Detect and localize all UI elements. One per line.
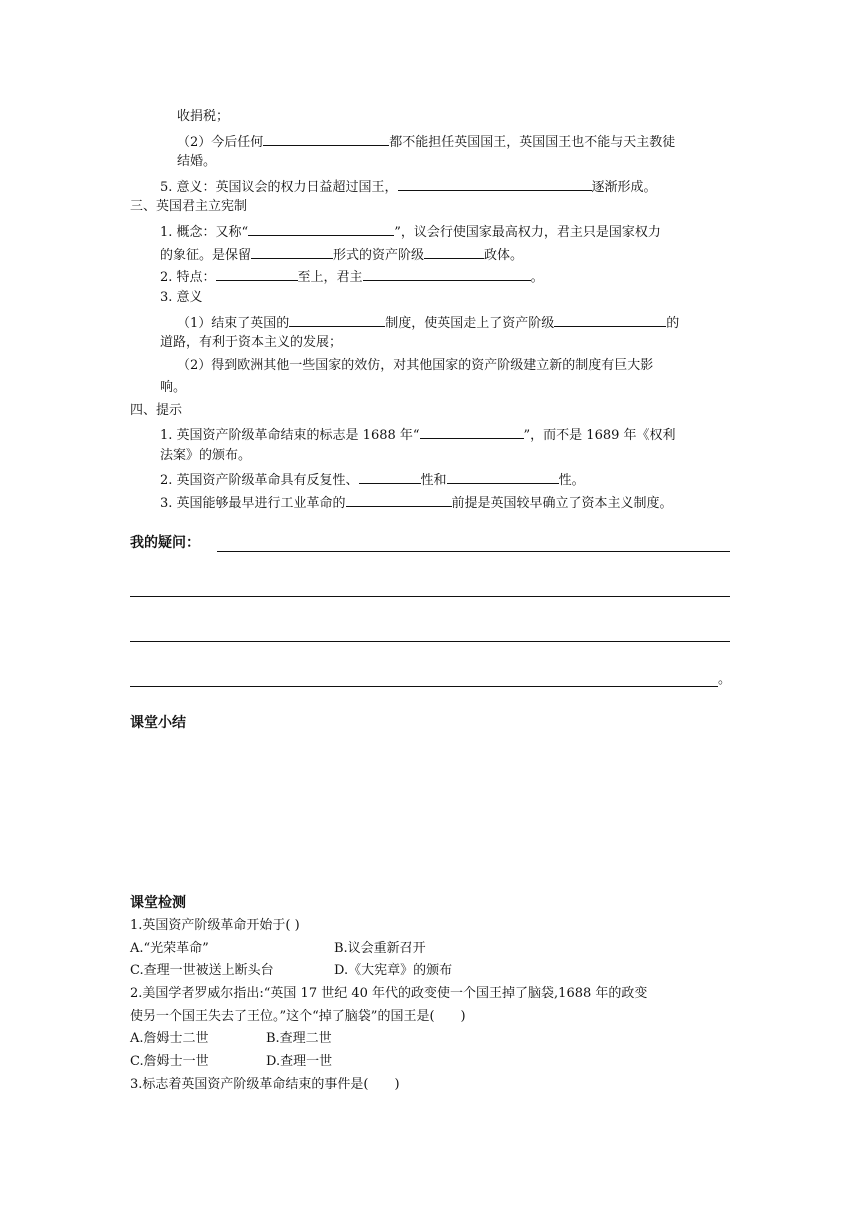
text: 制度，使英国走上了资产阶级 <box>385 316 555 331</box>
answer-line[interactable] <box>130 686 718 687</box>
text-line <box>160 469 585 490</box>
text: A.詹姆士二世 <box>130 1031 209 1046</box>
text: D.《大宪章》的颁布 <box>334 963 453 978</box>
fill-blank[interactable] <box>424 244 484 259</box>
text: 政体。 <box>484 248 524 263</box>
text: 2. 英国资产阶级革命具有反复性、 <box>160 473 359 488</box>
text-line <box>177 357 653 375</box>
text: 三、英国君主立宪制 <box>130 199 248 214</box>
text: 逐渐形成。 <box>591 180 657 195</box>
text: ”，议会行使国家最高权力，君主只是国家权力 <box>394 225 661 240</box>
text: 。 <box>718 672 732 687</box>
text: 都不能担任英国国王，英国国王也不能与天主教徒 <box>389 135 676 150</box>
text-line <box>160 424 676 445</box>
text: 2.美国学者罗威尔指出:“英国 17 世纪 40 年代的政变使一个国王掉了脑袋,1688 年的政变 <box>130 986 648 1001</box>
fill-blank[interactable] <box>398 176 592 191</box>
answer-line[interactable] <box>130 641 730 642</box>
text: 3. 意义 <box>160 290 203 305</box>
text: A.“光荣革命” <box>130 941 209 956</box>
option-q1-d[interactable] <box>334 962 452 980</box>
text: 课堂小结 <box>130 715 186 731</box>
text: 的 <box>666 316 680 331</box>
text: 3. 英国能够最早进行工业革命的 <box>160 496 346 511</box>
fill-blank[interactable] <box>554 312 666 327</box>
fill-blank[interactable] <box>346 492 452 507</box>
text: B.议会重新召开 <box>334 941 426 956</box>
text: 至上，君主 <box>297 270 363 285</box>
option-q1-c[interactable] <box>130 962 274 980</box>
text: 性。 <box>558 473 585 488</box>
text-line <box>177 153 216 171</box>
text: 收捐税； <box>177 109 230 124</box>
text: 性和 <box>420 473 447 488</box>
text: ”，而不是 1689 年《权利 <box>523 428 676 443</box>
fill-blank[interactable] <box>248 221 394 236</box>
questions-label <box>130 534 200 552</box>
text: 1. 概念：又称“ <box>160 225 249 240</box>
text: 响。 <box>160 380 187 395</box>
text: （1）结束了英国的 <box>177 316 290 331</box>
text: C.查理一世被送上断头台 <box>130 963 274 978</box>
text: 1.英国资产阶级革命开始于( ) <box>130 918 300 933</box>
fill-blank[interactable] <box>251 244 333 259</box>
text-line <box>160 221 661 242</box>
text: 3.标志着英国资产阶级革命结束的事件是( ) <box>130 1077 400 1092</box>
text: 课堂检测 <box>130 895 186 911</box>
text-line <box>177 312 679 333</box>
option-q1-b[interactable] <box>334 940 426 958</box>
text-line <box>160 379 186 397</box>
fill-blank[interactable] <box>289 312 385 327</box>
fill-blank[interactable] <box>263 131 389 146</box>
text-line <box>160 289 203 307</box>
text-line <box>160 266 544 287</box>
text: （2）今后任何 <box>177 135 264 150</box>
question-3 <box>130 1076 400 1094</box>
section-heading <box>130 402 182 420</box>
text-line <box>160 244 523 265</box>
text: 1. 英国资产阶级革命结束的标志是 1688 年“ <box>160 428 420 443</box>
text: 我的疑问： <box>130 535 200 551</box>
text: 法案》的颁布。 <box>160 448 252 463</box>
question-2 <box>130 985 647 1003</box>
text-line <box>160 176 657 197</box>
text-line <box>160 334 342 352</box>
fill-blank[interactable] <box>359 469 421 484</box>
fill-blank[interactable] <box>420 424 524 439</box>
option-q2-b[interactable] <box>266 1030 332 1048</box>
option-q2-a[interactable] <box>130 1030 209 1048</box>
text: 四、提示 <box>130 403 183 418</box>
fill-blank[interactable] <box>216 266 298 281</box>
text: 形式的资产阶级 <box>333 248 425 263</box>
text: （2）得到欧洲其他一些国家的效仿，对其他国家的资产阶级建立新的制度有巨大影 <box>177 358 654 373</box>
text-line <box>177 108 229 126</box>
option-q1-a[interactable] <box>130 940 209 958</box>
text: 5. 意义：英国议会的权力日益超过国王， <box>160 180 398 195</box>
question-2-cont <box>130 1008 466 1026</box>
text: 2. 特点： <box>160 270 216 285</box>
text-line <box>177 131 675 152</box>
section-heading <box>130 198 247 216</box>
text: 。 <box>530 270 544 285</box>
text-line <box>160 492 673 513</box>
text: D.查理一世 <box>266 1054 333 1069</box>
text: 使另一个国王失去了王位。”这个“掉了脑袋”的国王是( ) <box>130 1009 466 1024</box>
question-1 <box>130 917 300 935</box>
text: 道路，有利于资本主义的发展； <box>160 335 343 350</box>
option-q2-c[interactable] <box>130 1053 209 1071</box>
fill-blank[interactable] <box>363 266 531 281</box>
text: 前提是英国较早确立了资本主义制度。 <box>451 496 673 511</box>
summary-heading <box>130 714 186 732</box>
text: 的象征。是保留 <box>160 248 252 263</box>
text: C.詹姆士一世 <box>130 1054 209 1069</box>
answer-line[interactable] <box>217 551 730 552</box>
test-heading <box>130 894 186 912</box>
end-mark <box>718 671 731 689</box>
option-q2-d[interactable] <box>266 1053 332 1071</box>
text-line <box>160 447 251 465</box>
fill-blank[interactable] <box>447 469 559 484</box>
answer-line[interactable] <box>130 596 730 597</box>
text: 结婚。 <box>177 154 217 169</box>
text: B.查理二世 <box>266 1031 332 1046</box>
